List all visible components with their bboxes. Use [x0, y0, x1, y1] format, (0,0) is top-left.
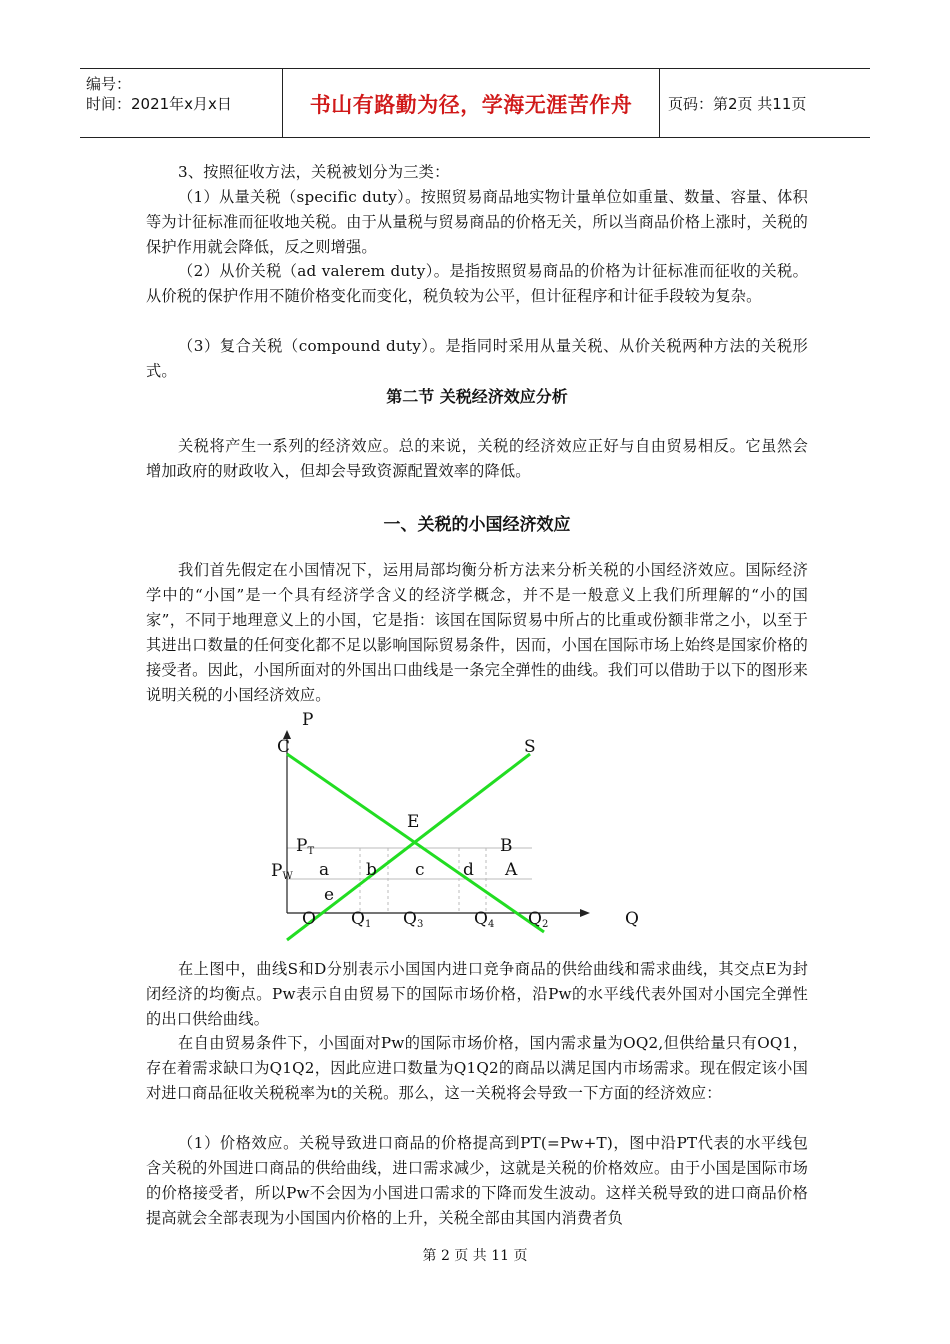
origin-label: O — [302, 909, 316, 929]
pt-label: PT — [296, 836, 315, 857]
header-page-info: 页码：第2页 共11页 — [668, 95, 807, 113]
pw-label: PW — [271, 861, 293, 882]
paragraph-figure-explanation: 在上图中，曲线S和D分别表示小国国内进口竞争商品的供给曲线和需求曲线，其交点E为封闭经济的均衡点。Pw表示自由贸易下的国际市场价格，沿Pw的水平线代表外国对小国完全弹性的出口供给曲线。 — [146, 960, 808, 1028]
paragraph-tariff-effects-intro: 关税将产生一系列的经济效应。总的来说，关税的经济效应正好与自由贸易相反。它虽然会增加政府的财政收入，但却会导致资源配置效率的降低。 — [146, 437, 808, 480]
point-label-b: B — [500, 836, 513, 856]
demand-curve-label-c: C — [277, 737, 291, 757]
q1-label: Q1 — [351, 909, 372, 930]
area-label-e: e — [324, 885, 335, 905]
paragraph-compound-duty: （3）复合关税（compound duty）。是指同时采用从量关税、从价关税两种方法的关税形式。 — [146, 337, 808, 380]
area-label-b: b — [366, 860, 377, 880]
paragraph-price-effect: （1）价格效应。关税导致进口商品的价格提高到PT(=Pw+T)，图中沿PT代表的水平线包含关税的外国进口商品的供给曲线，进口需求减少，这就是关税的价格效应。由于小国是国际市场的价格接受者，所以Pw不会因为小国进口需求的下降而发生波动。这样关税导致的进口商品价格提高就会全部表现为小国国内价格的上升，关税全部由其国内消费者负 — [146, 1134, 808, 1227]
document-date-label: 时间：2021年x月x日 — [86, 95, 232, 113]
axis-label-p: P — [302, 710, 314, 730]
horizontal-axis-arrow — [580, 909, 590, 917]
header-motto: 书山有路勤为径，学海无涯苦作舟 — [309, 93, 633, 117]
equilibrium-point-e: E — [407, 812, 420, 832]
paragraph-collection-methods: 3、按照征收方法，关税被划分为三类： — [178, 163, 450, 181]
subsection-title: 一、关税的小国经济效应 — [383, 515, 571, 535]
header-left-cell — [80, 69, 282, 137]
q4-label: Q4 — [474, 909, 495, 930]
area-label-a: a — [319, 860, 330, 880]
point-label-a: A — [505, 860, 518, 880]
page-header — [80, 68, 870, 138]
paragraph-ad-valorem-duty: （2）从价关税（ad valerem duty）。是指按照贸易商品的价格为计征标准而征收的关税。从价税的保护作用不随价格变化而变化，税负较为公平，但计征程序和计征手段较为复杂。 — [146, 262, 808, 305]
paragraph-specific-duty: （1）从量关税（specific duty）。按照贸易商品地实物计量单位如重量、数量、容量、体积等为计征标准而征收地关税。由于从量税与贸易商品的价格无关，所以当商品价格上涨时，关税的保护作用就会降低，反之则增强。 — [146, 188, 808, 256]
paragraph-free-trade-conditions: 在自由贸易条件下，小国面对Pw的国际市场价格，国内需求量为OQ2,但供给量只有OQ1，存在着需求缺口为Q1Q2，因此应进口数量为Q1Q2的商品以满足国内市场需求。现在假定该小国对进口商品征收关税税率为t的关税。那么，这一关税将会导致一下方面的经济效应： — [146, 1034, 808, 1102]
section-title: 第二节 关税经济效应分析 — [386, 387, 568, 406]
area-label-c: c — [415, 860, 425, 880]
area-label-d: d — [463, 860, 474, 880]
page-footer: 第 2 页 共 11 页 — [422, 1248, 528, 1264]
paragraph-small-country: 我们首先假定在小国情况下，运用局部均衡分析方法来分析关税的小国经济效应。国际经济学中的“小国”是一个具有经济学含义的经济学概念，并不是一般意义上我们所理解的“小的国家”，不同于地理意义上的小国，它是指：该国在国际贸易中所占的比重或份额非常之小，以至于其进出口数量的任何变化都不足以影响国际贸易条件，因而，小国在国际市场上始终是国家价格的接受者。因此，小国所面对的外国出口曲线是一条完全弹性的曲线。我们可以借助于以下的图形来说明关税的小国经济效应。 — [146, 561, 808, 704]
axis-label-q: Q — [625, 909, 639, 929]
document-number-label: 编号： — [86, 75, 132, 93]
q3-label: Q3 — [403, 909, 424, 930]
tariff-diagram — [260, 706, 660, 950]
supply-curve-label-s: S — [524, 737, 536, 757]
q2-label: Q2 — [528, 909, 549, 930]
header-motto-cell — [282, 69, 660, 137]
